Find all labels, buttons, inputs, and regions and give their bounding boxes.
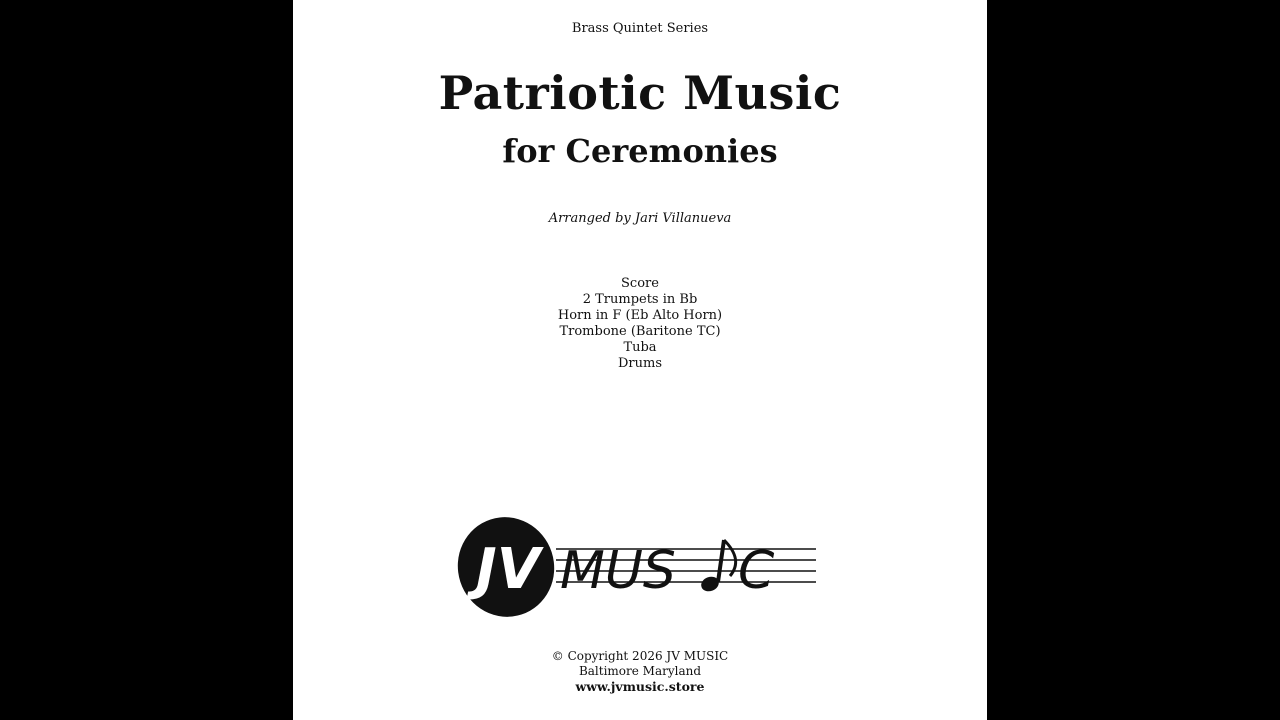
part-item: Tuba <box>623 340 657 355</box>
part-item: Score <box>621 276 659 291</box>
page-subtitle: for Ceremonies <box>502 132 778 170</box>
part-item: Drums <box>617 356 662 371</box>
eighth-note-icon <box>699 540 736 594</box>
logo-badge-text: JV <box>475 537 541 602</box>
logo-badge <box>456 512 567 622</box>
page-title: Patriotic Music <box>438 66 842 120</box>
score-cover-page <box>293 0 987 720</box>
series-label: Brass Quintet Series <box>571 21 709 36</box>
copyright-text: © Copyright 2026 JV MUSIC <box>551 649 729 663</box>
part-item: Trombone (Baritone TC) <box>559 324 721 339</box>
footer <box>293 649 987 694</box>
parts-list <box>293 276 987 372</box>
part-item: Horn in F (Eb Alto Horn) <box>557 308 723 323</box>
website-link[interactable]: www.jvmusic.store <box>575 679 705 694</box>
logo-word-text: MUS <box>560 541 676 601</box>
location-text: Baltimore Maryland <box>578 664 702 678</box>
logo-word-tail: C <box>738 541 775 601</box>
jv-music-logo <box>456 512 826 622</box>
arranger-credit: Arranged by Jari Villanueva <box>548 211 732 226</box>
part-item: 2 Trumpets in Bb <box>582 292 698 307</box>
